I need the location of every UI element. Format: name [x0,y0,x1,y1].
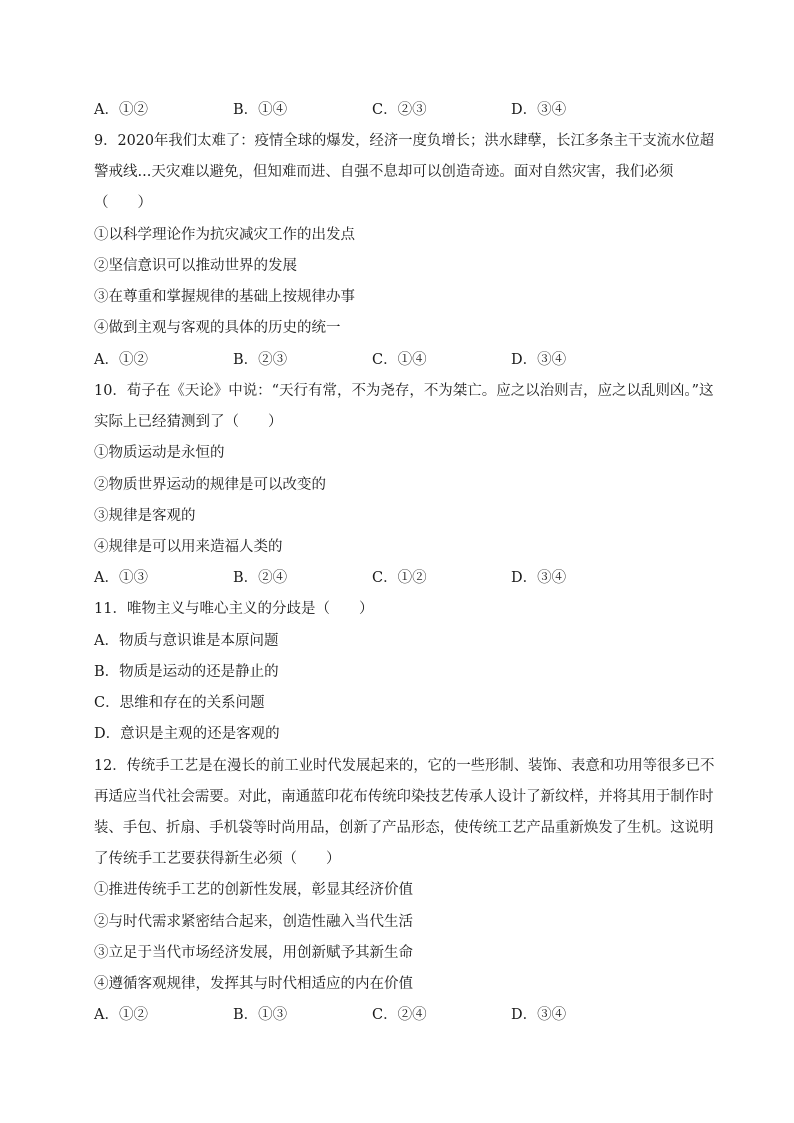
q8-option-d: D．③④ [511,102,567,118]
q9-option-b: B．②③ [233,352,288,368]
q12-stem-line-2: 再适应当代社会需要。对此，南通蓝印花布传统印染技艺传承人设计了新纹样，并将其用于制作时 [94,789,714,805]
q12-statement-2: ②与时代需求紧密结合起来，创造性融入当代生活 [94,914,413,930]
q9-stem-line-2: 警戒线...天灾难以避免，但知难而进、自强不息却可以创造奇迹。面对自然灾害，我们必须 [94,164,674,180]
q12-option-b: B．①③ [233,1007,288,1023]
q9-option-a: A．①② [94,352,148,368]
q11-choice-c: C．思维和存在的关系问题 [94,695,265,711]
q10-stem-line-2: 实际上已经猜测到了（ ） [94,414,283,430]
q9-statement-1: ①以科学理论作为抗灾减灾工作的出发点 [94,227,355,243]
q8-option-a: A．①② [94,102,148,118]
q12-option-d: D．③④ [511,1007,567,1023]
q11-choice-a: A．物质与意识谁是本原问题 [94,633,279,649]
q10-option-a: A．①③ [94,570,148,586]
q9-option-d: D．③④ [511,352,567,368]
q9-statement-4: ④做到主观与客观的具体的历史的统一 [94,320,341,336]
q12-option-a: A．①② [94,1007,148,1023]
q10-stem-line-1: 10．荀子在《天论》中说：“天行有常，不为尧存，不为桀亡。应之以治则吉，应之以乱则凶。”这 [94,383,714,399]
q9-statement-2: ②坚信意识可以推动世界的发展 [94,258,297,274]
q10-options [94,568,714,588]
q10-option-d: D．③④ [511,570,567,586]
q9-options [94,350,714,370]
q10-statement-2: ②物质世界运动的规律是可以改变的 [94,477,326,493]
q12-statement-1: ①推进传统手工艺的创新性发展，彰显其经济价值 [94,882,413,898]
q8-options [94,100,714,120]
q8-option-b: B．①④ [233,102,288,118]
q12-stem-line-3: 装、手包、折扇、手机袋等时尚用品，创新了产品形态，使传统工艺产品重新焕发了生机。这说明 [94,820,714,836]
q10-statement-4: ④规律是可以用来造福人类的 [94,539,283,555]
q10-statement-3: ③规律是客观的 [94,508,196,524]
q11-choice-d: D．意识是主观的还是客观的 [94,726,280,742]
q11-choice-b: B．物质是运动的还是静止的 [94,664,279,680]
q10-option-c: C．①② [372,570,427,586]
q8-option-c: C．②③ [372,102,427,118]
q12-stem-line-1: 12．传统手工艺是在漫长的前工业时代发展起来的，它的一些形制、装饰、表意和功用等很多已不 [94,758,715,774]
q9-option-c: C．①④ [372,352,427,368]
q12-options [94,1005,714,1025]
q12-stem-line-4: 了传统手工艺要获得新生必须（ ） [94,851,341,867]
q9-stem-line-3: （ ） [94,195,152,211]
q10-statement-1: ①物质运动是永恒的 [94,445,225,461]
q9-stem-line-1: 9．2020年我们太难了：疫情全球的爆发，经济一度负增长；洪水肆孽，长江多条主干支流水位超 [94,133,715,149]
q10-option-b: B．②④ [233,570,288,586]
q12-statement-3: ③立足于当代市场经济发展，用创新赋予其新生命 [94,945,413,961]
q12-option-c: C．②④ [372,1007,427,1023]
q9-statement-3: ③在尊重和掌握规律的基础上按规律办事 [94,289,355,305]
q11-stem: 11．唯物主义与唯心主义的分歧是（ ） [94,601,374,617]
q12-statement-4: ④遵循客观规律，发挥其与时代相适应的内在价值 [94,976,413,992]
